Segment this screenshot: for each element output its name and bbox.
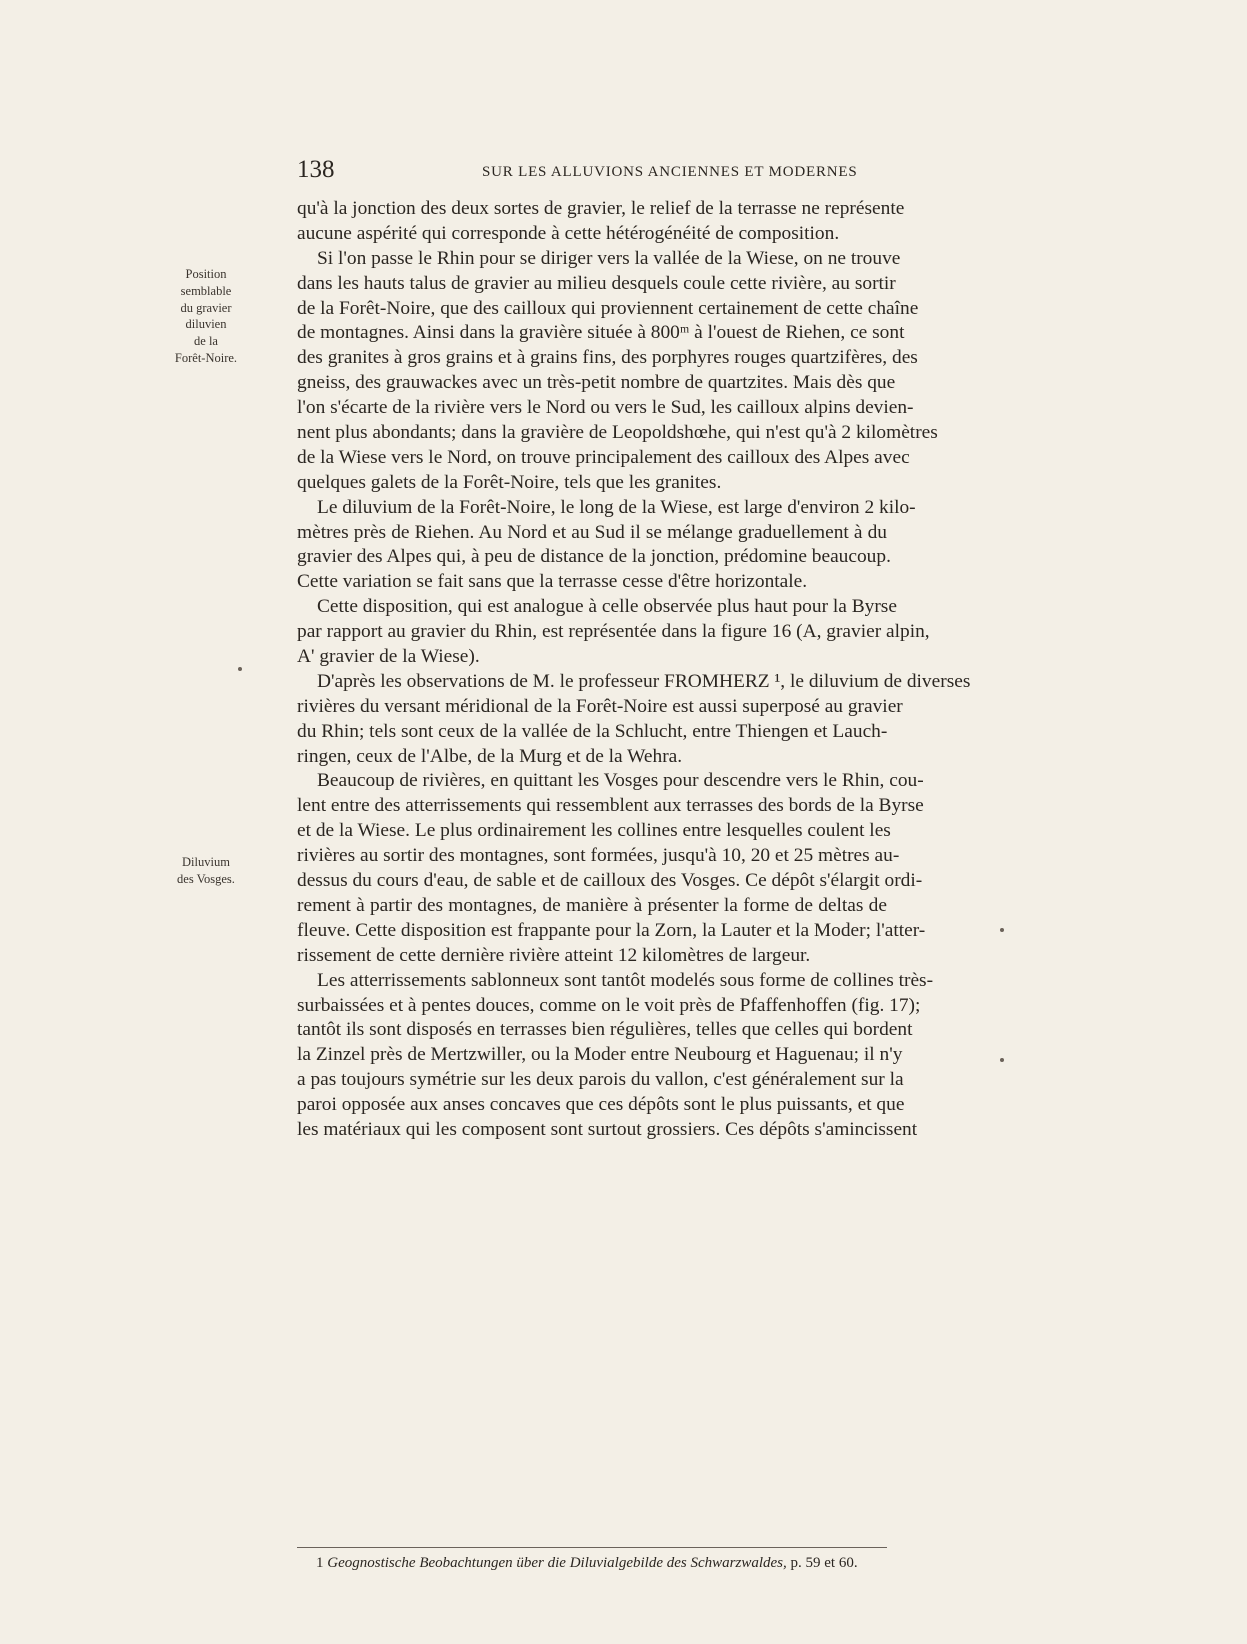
text-line: rivières au sortir des montagnes, sont formées, jusqu'à 10, 20 et 25 mètres au- bbox=[297, 845, 900, 867]
footnote-pages: p. 59 et 60. bbox=[790, 1555, 858, 1571]
margin-note-line: de la bbox=[194, 334, 218, 349]
text-line: a pas toujours symétrie sur les deux parois du vallon, c'est généralement sur la bbox=[297, 1069, 904, 1091]
text-line: lent entre des atterrissements qui ressemblent aux terrasses des bords de la Byrse bbox=[297, 795, 924, 817]
text-line: l'on s'écarte de la rivière vers le Nord ou vers le Sud, les cailloux alpins devien- bbox=[297, 397, 914, 419]
text-line: de la Forêt-Noire, que des cailloux qui proviennent certainement de cette chaîne bbox=[297, 297, 919, 319]
print-speck bbox=[1000, 928, 1004, 932]
print-speck bbox=[1000, 1058, 1004, 1062]
text-line: gravier des Alpes qui, à peu de distance de la jonction, prédomine beaucoup. bbox=[297, 546, 891, 568]
margin-note-line: Forêt-Noire. bbox=[174, 350, 238, 365]
text-line: rivières du versant méridional de la Forêt-Noire est aussi superposé au gravier bbox=[297, 695, 903, 717]
footnote-title: Geognostische Beobachtungen über die Diluvialgebilde des Schwarzwaldes, bbox=[327, 1555, 787, 1571]
text-line: mètres près de Riehen. Au Nord et au Sud il se mélange graduellement à du bbox=[297, 521, 887, 543]
margin-note-line: semblable bbox=[180, 283, 232, 298]
margin-note-line: diluvien bbox=[185, 317, 227, 332]
running-title: SUR LES ALLUVIONS ANCIENNES ET MODERNES bbox=[482, 164, 858, 180]
text-line: surbaissées et à pentes douces, comme on le voit près de Pfaffenhoffen (fig. 17); bbox=[297, 994, 921, 1016]
text-line: Le diluvium de la Forêt-Noire, le long de la Wiese, est large d'environ 2 kilo- bbox=[317, 496, 916, 518]
page-number: 138 bbox=[297, 156, 335, 183]
page-header bbox=[297, 156, 887, 190]
footnote-number: 1 bbox=[316, 1555, 324, 1571]
margin-note-position bbox=[165, 266, 247, 367]
margin-note-line: des Vosges. bbox=[177, 871, 235, 886]
footnote bbox=[316, 1555, 896, 1572]
margin-note-line: du gravier bbox=[180, 300, 232, 315]
text-line: A' gravier de la Wiese). bbox=[297, 646, 480, 668]
text-line: rissement de cette dernière rivière atteint 12 kilomètres de largeur. bbox=[297, 944, 811, 966]
text-line: des granites à gros grains et à grains fins, des porphyres rouges quartzifères, des bbox=[297, 347, 918, 369]
text-line: nent plus abondants; dans la gravière de Leopoldshœhe, qui n'est qu'à 2 kilomètres bbox=[297, 422, 938, 444]
text-line: paroi opposée aux anses concaves que ces dépôts sont le plus puissants, et que bbox=[297, 1094, 905, 1116]
text-line: Cette variation se fait sans que la terrasse cesse d'être horizontale. bbox=[297, 571, 808, 593]
text-line: tantôt ils sont disposés en terrasses bien régulières, telles que celles qui bordent bbox=[297, 1019, 913, 1041]
text-line: D'après les observations de M. le professeur FROMHERZ ¹, le diluvium de diverses bbox=[317, 670, 971, 692]
text-line: Beaucoup de rivières, en quittant les Vosges pour descendre vers le Rhin, cou- bbox=[317, 770, 924, 792]
text-line: et de la Wiese. Le plus ordinairement les collines entre lesquelles coulent les bbox=[297, 820, 891, 842]
text-line: Si l'on passe le Rhin pour se diriger vers la vallée de la Wiese, on ne trouve bbox=[317, 247, 901, 269]
footnote-rule bbox=[297, 1547, 887, 1548]
text-line: gneiss, des grauwackes avec un très-petit nombre de quartzites. Mais dès que bbox=[297, 372, 896, 394]
margin-note-line: Diluvium bbox=[182, 855, 230, 869]
text-line: qu'à la jonction des deux sortes de gravier, le relief de la terrasse ne représente bbox=[297, 198, 905, 219]
text-line: dans les hauts talus de gravier au milieu desquels coule cette rivière, au sortir bbox=[297, 272, 896, 294]
text-line: aucune aspérité qui corresponde à cette hétérogénéité de composition. bbox=[297, 222, 840, 244]
text-line: les matériaux qui les composent sont surtout grossiers. Ces dépôts s'amincissent bbox=[297, 1118, 918, 1140]
text-line: du Rhin; tels sont ceux de la vallée de la Schlucht, entre Thiengen et Lauch- bbox=[297, 720, 888, 742]
text-line: Cette disposition, qui est analogue à celle observée plus haut pour la Byrse bbox=[317, 596, 897, 618]
text-line: dessus du cours d'eau, de sable et de cailloux des Vosges. Ce dépôt s'élargit ordi- bbox=[297, 870, 923, 892]
print-speck bbox=[238, 667, 242, 671]
text-line: la Zinzel près de Mertzwiller, ou la Moder entre Neubourg et Haguenau; il n'y bbox=[297, 1044, 903, 1066]
text-line: ringen, ceux de l'Albe, de la Murg et de la Wehra. bbox=[297, 745, 683, 767]
margin-note-diluvium bbox=[163, 854, 249, 888]
text-line: de la Wiese vers le Nord, on trouve principalement des cailloux des Alpes avec bbox=[297, 446, 910, 468]
text-line: rement à partir des montagnes, de manière à présenter la forme de deltas de bbox=[297, 894, 887, 916]
margin-note-line: Position bbox=[185, 267, 227, 281]
body-text bbox=[297, 197, 971, 1143]
text-line: quelques galets de la Forêt-Noire, tels que les granites. bbox=[297, 471, 722, 493]
text-line: fleuve. Cette disposition est frappante pour la Zorn, la Lauter et la Moder; l'atter- bbox=[297, 919, 926, 941]
text-line: par rapport au gravier du Rhin, est représentée dans la figure 16 (A, gravier alpin, bbox=[297, 621, 930, 643]
text-line: Les atterrissements sablonneux sont tantôt modelés sous forme de collines très- bbox=[317, 969, 934, 991]
text-line: de montagnes. Ainsi dans la gravière située à 800ᵐ à l'ouest de Riehen, ce sont bbox=[297, 322, 905, 344]
